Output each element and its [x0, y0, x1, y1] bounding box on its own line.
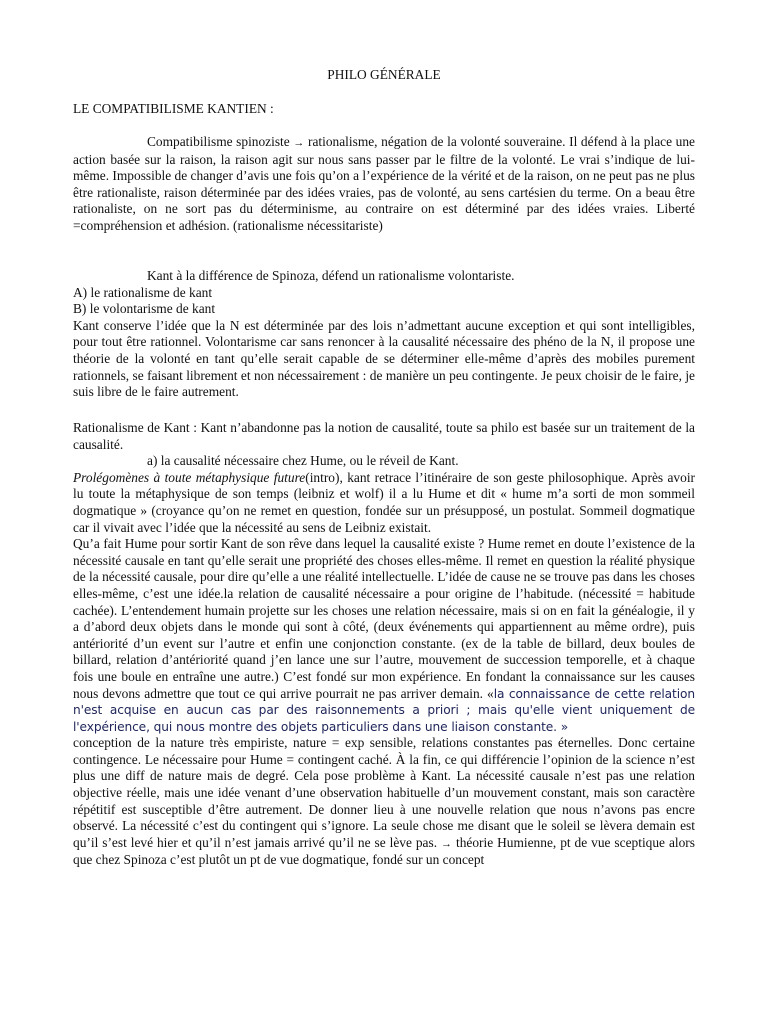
- paragraph-text: théorie Humienne, pt de vue sceptique alors que chez Spinoza c’est plutôt un pt de vue dogmatique, fondé sur un concept: [73, 834, 695, 868]
- paragraph-kant-intro: [73, 268, 695, 401]
- book-title: Prolégomènes à toute métaphysique future: [73, 469, 306, 485]
- paragraph-text: Rationalisme de Kant : Kant n’abandonne pas la notion de causalité, toute sa philo est basée sur un traitement de la causalité.: [73, 420, 695, 452]
- paragraph-lead: Compatibilisme spinoziste: [147, 134, 290, 149]
- subheading-a: a) la causalité nécessaire chez Hume, ou le réveil de Kant.: [147, 453, 459, 469]
- paragraph-text: Kant à la différence de Spinoza, défend un rationalisme volontariste.: [147, 268, 515, 283]
- paragraph-text: rationalisme, négation de la volonté souveraine. Il défend à la place une action basée sur la raison, la raison agit sur nous sans passer par le filtre de la volonté. Le vrai s’indique de lui-même. Impossible de changer d’avis une fois qu’on a l’expérience de la vérité et de la raison, on ne peut pas ne plus être rationaliste, raison déterminée par des idées vraies, pas de volonté, au sens cartésien du terme. On a beau être rationaliste, on ne sort pas du déterminisme, au contraire on est déterminé par des idées vraies. Liberté =compréhension et adhésion. (rationalisme nécessitariste): [73, 134, 696, 233]
- paragraph-spinoza: [73, 134, 695, 235]
- list-item-a: A) le rationalisme de kant: [73, 284, 213, 300]
- paragraph-text: Kant conserve l’idée que la N est déterminée par des lois n’admettant aucune exception et qui sont intelligibles, pour tout être rationnel. Volontarisme car sans renoncer à la causalité nécessaire des phéno de la N, il propose une théorie de la volonté en tant qu’elle serait capable de se déterminer elle-même d’après des mobiles purement rationnels, se faisant librement et non nécessairement : de manière un peu contingente. Je peux choisir de le faire, je suis libre de le faire autrement.: [73, 317, 695, 400]
- paragraph-text: conception de la nature très empiriste, nature = exp sensible, relations constantes pas éternelles. Donc certaine contingence. Le nécessaire pour Hume = contingent caché. À la fin, ce qui différencie l’opinion de la science n’est plus une diff de nature mais de degré. Cela pose problème à Kant. La nécessité causale n’est pas une relation objective réelle, mais une idée venant d’une observation habituelle d’un mouvement constant, mais son caractère répétitif est susceptible d’être autrement. De donner lieu à une nouvelle relation que nous n’avons pas encre observé. La nécessité c’est du contingent qui s’ignore. La seule chose me disant que le soleil se lèvera demain est qu’il s’est levé hier et qu’il n’est jamais arrivé qu’il ne se lève pas.: [73, 735, 695, 850]
- page-title: PHILO GÉNÉRALE: [327, 67, 441, 82]
- paragraph-rationalisme: [73, 420, 695, 869]
- paragraph-text: Qu’a fait Hume pour sortir Kant de son rêve dans lequel la causalité existe ? Hume remet en doute l’existence de la nécessité causale en tant qu’elle serait une propriété des choses elles-même. Il remet en question la réalité physique de la nécessité causale, pour dire qu’elle a une réalité intellectuelle. L’idée de cause ne se trouve pas dans les choses elles-même, c’est une idée.la relation de causalité nécessaire a pour origine de l’habitude. (nécessité = habitude cachée). L’entendement humain projette sur les choses une relation nécessaire, mais si on en fait la généalogie, il y a d’abord deux objets dans le monde qui sont à côté, (deux événements qui appartiennent au même ordre), puis antériorité d’un event sur l’autre et enfin une conjonction constante. (ex de la table de billard, deux boules de billard, relation d’antériorité quand j’en lance une sur l’autre, mouvement de succession temporelle, et à chaque fois une boule en entraîne une autre.) C’est fondé sur mon expérience. En fondant la connaissance sur les causes nous devons admettre que tout ce qui arrive pourrait ne pas arriver demain. «: [73, 536, 695, 701]
- arrow-icon: →: [441, 837, 453, 850]
- section-heading: LE COMPATIBILISME KANTIEN :: [73, 101, 274, 116]
- list-item-b: B) le volontarisme de kant: [73, 301, 216, 317]
- hume-quote: la connaissance de cette relation n'est acquise en aucun cas par des raisonnements a priori ; mais qu'elle vient uniquement de l'expérience, qui nous montre des objets particuliers dans une liaison constante. »: [73, 686, 695, 734]
- paragraph-text: (intro), kant retrace l’itinéraire de son geste philosophique. Après avoir lu toute la métaphysique de son temps (leibniz et wolf) il a lu Hume et dit « hume m’a sorti de mon sommeil dogmatique » (croyance qu’on ne remet en question, fondée sur un présupposé, un postulat. Sommeil dogmatique car il vivait avec l’idée que la nécessité au sens de Leibniz existait.: [73, 469, 695, 535]
- arrow-icon: →: [293, 137, 305, 149]
